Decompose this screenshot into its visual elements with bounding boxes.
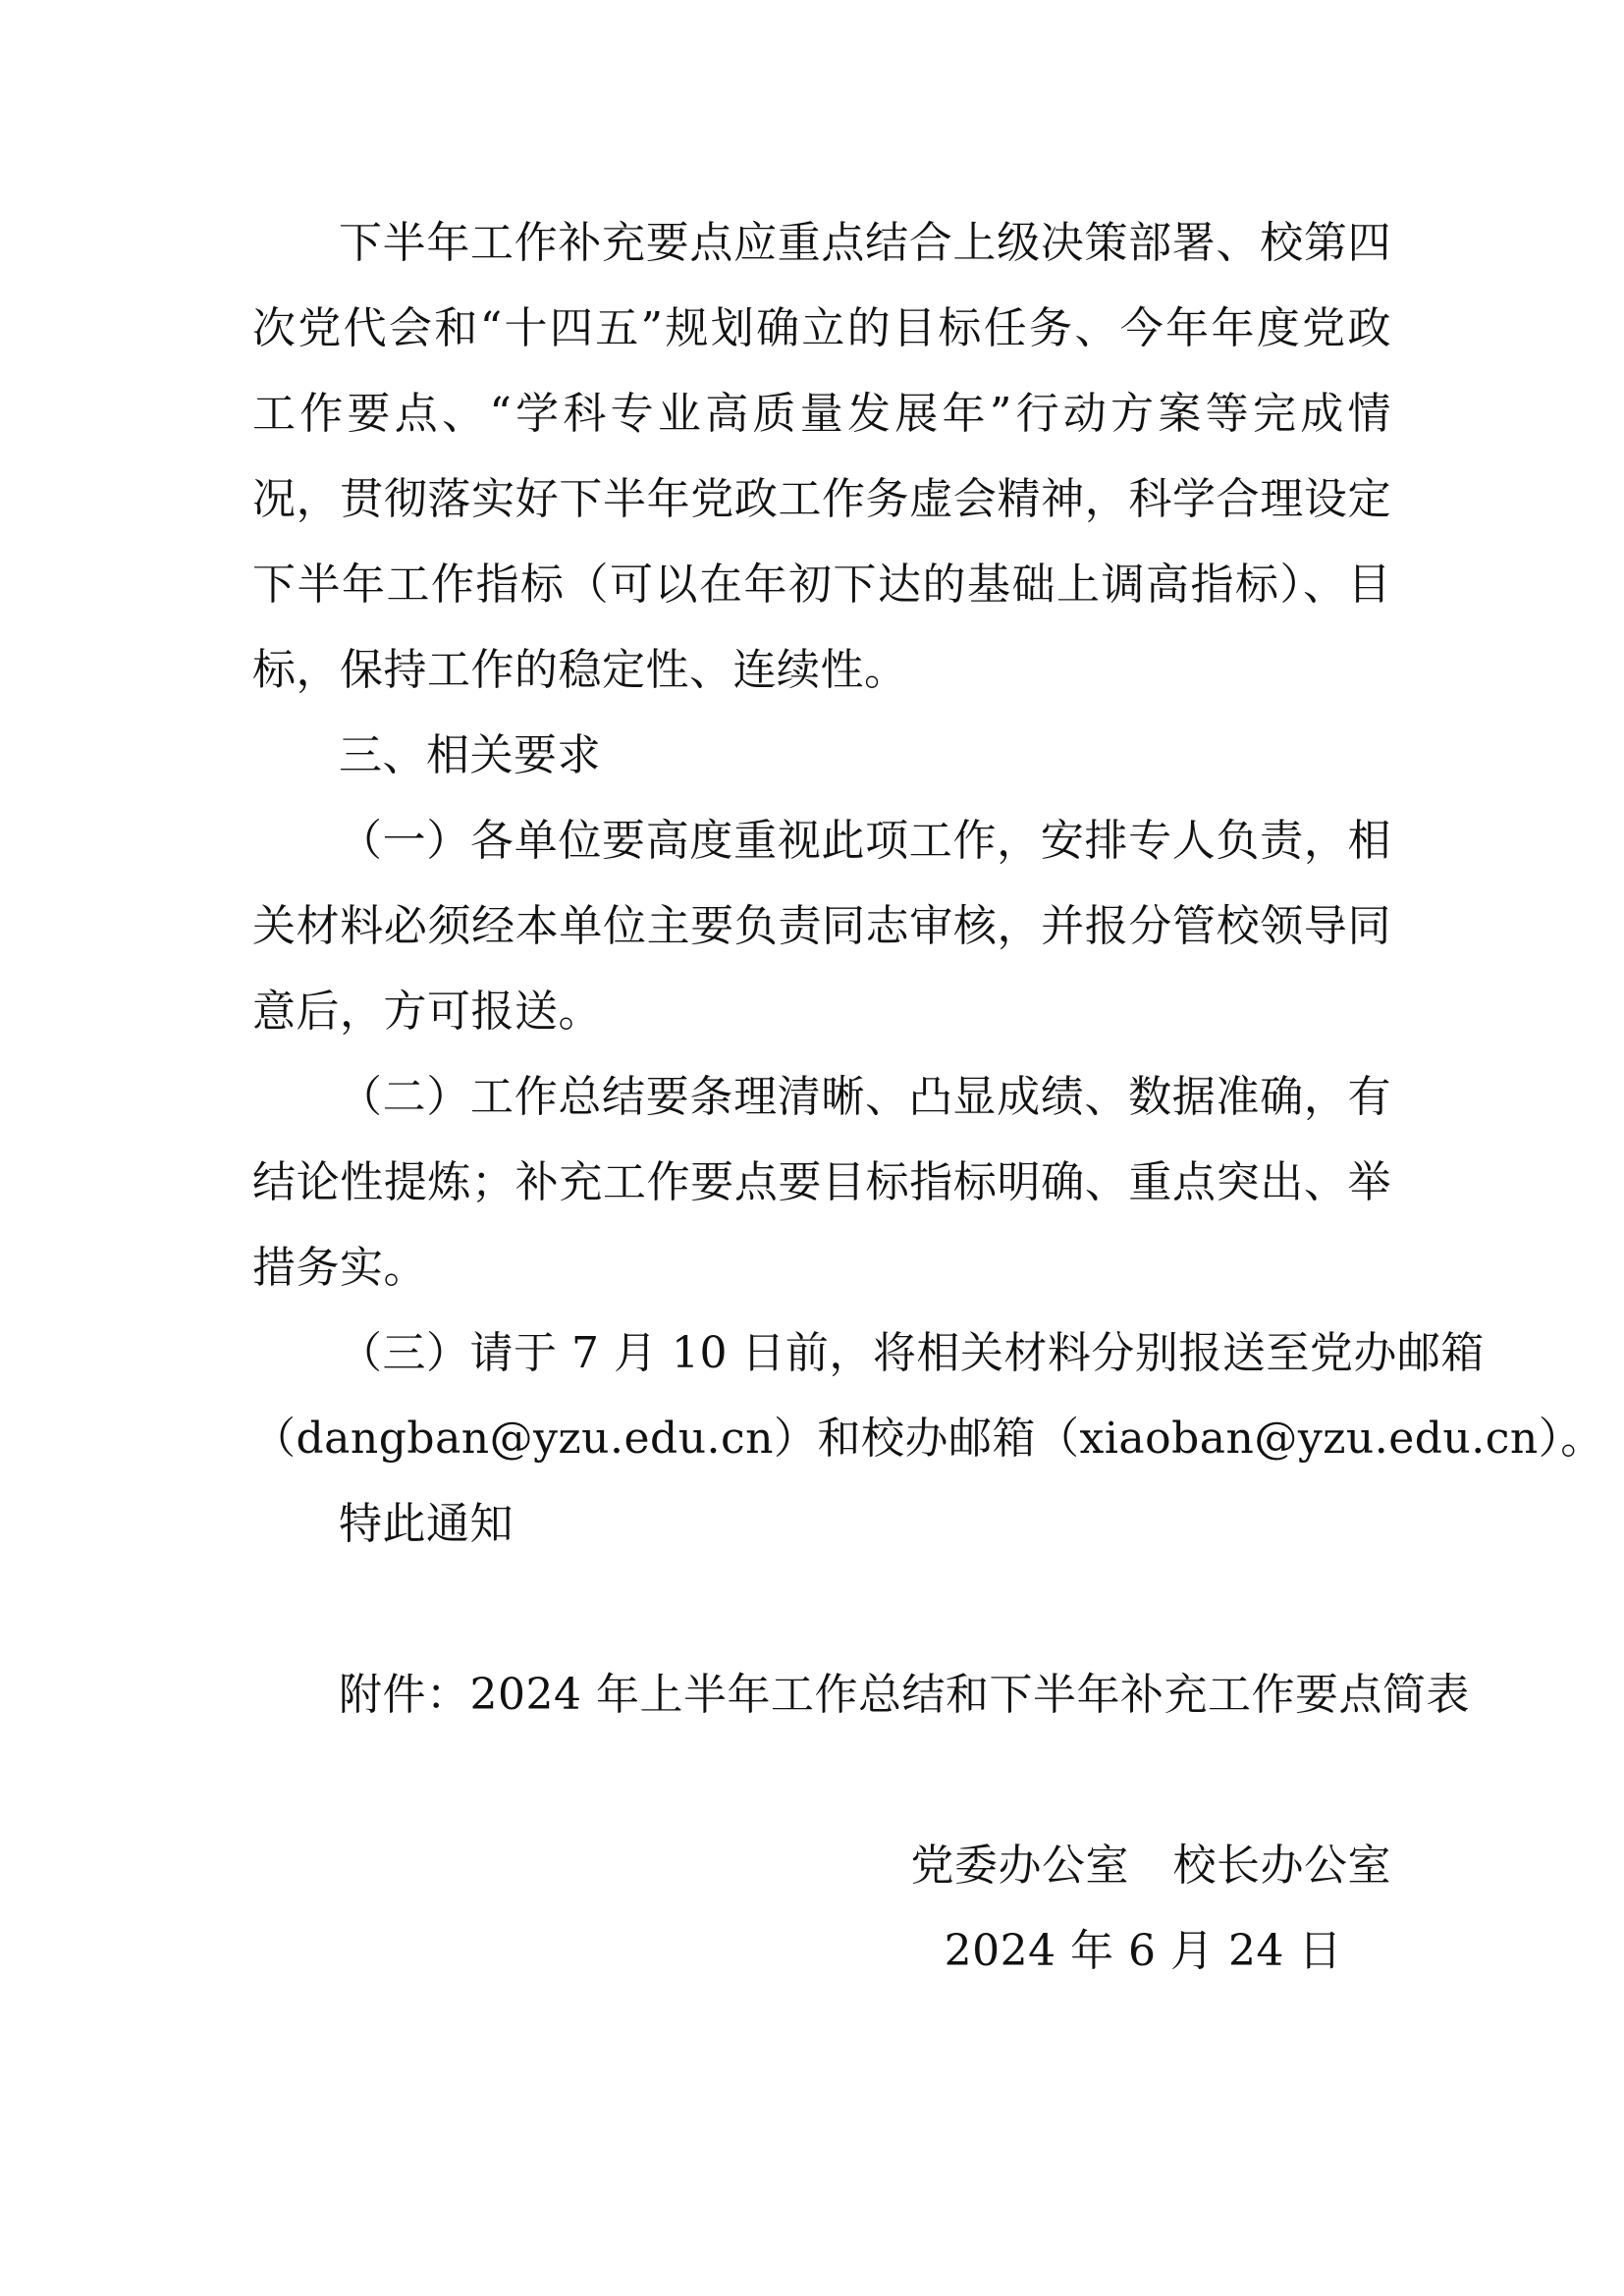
attachment-line: 附件：2024 年上半年工作总结和下半年补充工作要点简表	[339, 1670, 1470, 1720]
requirement-1-line-1: （一）各单位要高度重视此项工作，安排专人负责，相	[339, 816, 1391, 866]
paragraph-supplement-line-3: 工作要点、“学科专业高质量发展年”行动方案等完成情	[252, 389, 1391, 439]
section-three-heading: 三、相关要求	[339, 730, 601, 780]
paragraph-supplement-line-6: 标，保持工作的稳定性、连续性。	[252, 645, 908, 695]
requirement-3-line-1: （三）请于 7 月 10 日前，将相关材料分别报送至党办邮箱	[339, 1328, 1485, 1378]
requirement-2-line-3: 措务实。	[252, 1243, 427, 1293]
paragraph-supplement-line-1: 下半年工作补充要点应重点结合上级决策部署、校第四	[339, 218, 1391, 268]
requirement-3-line-2: （dangban@yzu.edu.cn）和校办邮箱（xiaoban@yzu.edu.cn）。	[252, 1414, 1604, 1464]
signature-date: 2024 年 6 月 24 日	[944, 1926, 1342, 1976]
notice-closing: 特此通知	[339, 1499, 514, 1549]
paragraph-supplement-line-4: 况，贯彻落实好下半年党政工作务虚会精神，科学合理设定	[252, 474, 1391, 524]
paragraph-supplement-line-5: 下半年工作指标（可以在年初下达的基础上调高指标）、目	[252, 560, 1391, 610]
requirement-2-line-2: 结论性提炼；补充工作要点要目标指标明确、重点突出、举	[252, 1157, 1391, 1207]
signature-offices: 党委办公室 校长办公室	[910, 1841, 1391, 1891]
paragraph-supplement-line-2: 次党代会和“十四五”规划确立的目标任务、今年年度党政	[252, 303, 1391, 353]
requirement-2-line-1: （二）工作总结要条理清晰、凸显成绩、数据准确，有	[339, 1072, 1391, 1122]
requirement-1-line-3: 意后，方可报送。	[252, 987, 602, 1037]
requirement-1-line-2: 关材料必须经本单位主要负责同志审核，并报分管校领导同	[252, 901, 1391, 951]
